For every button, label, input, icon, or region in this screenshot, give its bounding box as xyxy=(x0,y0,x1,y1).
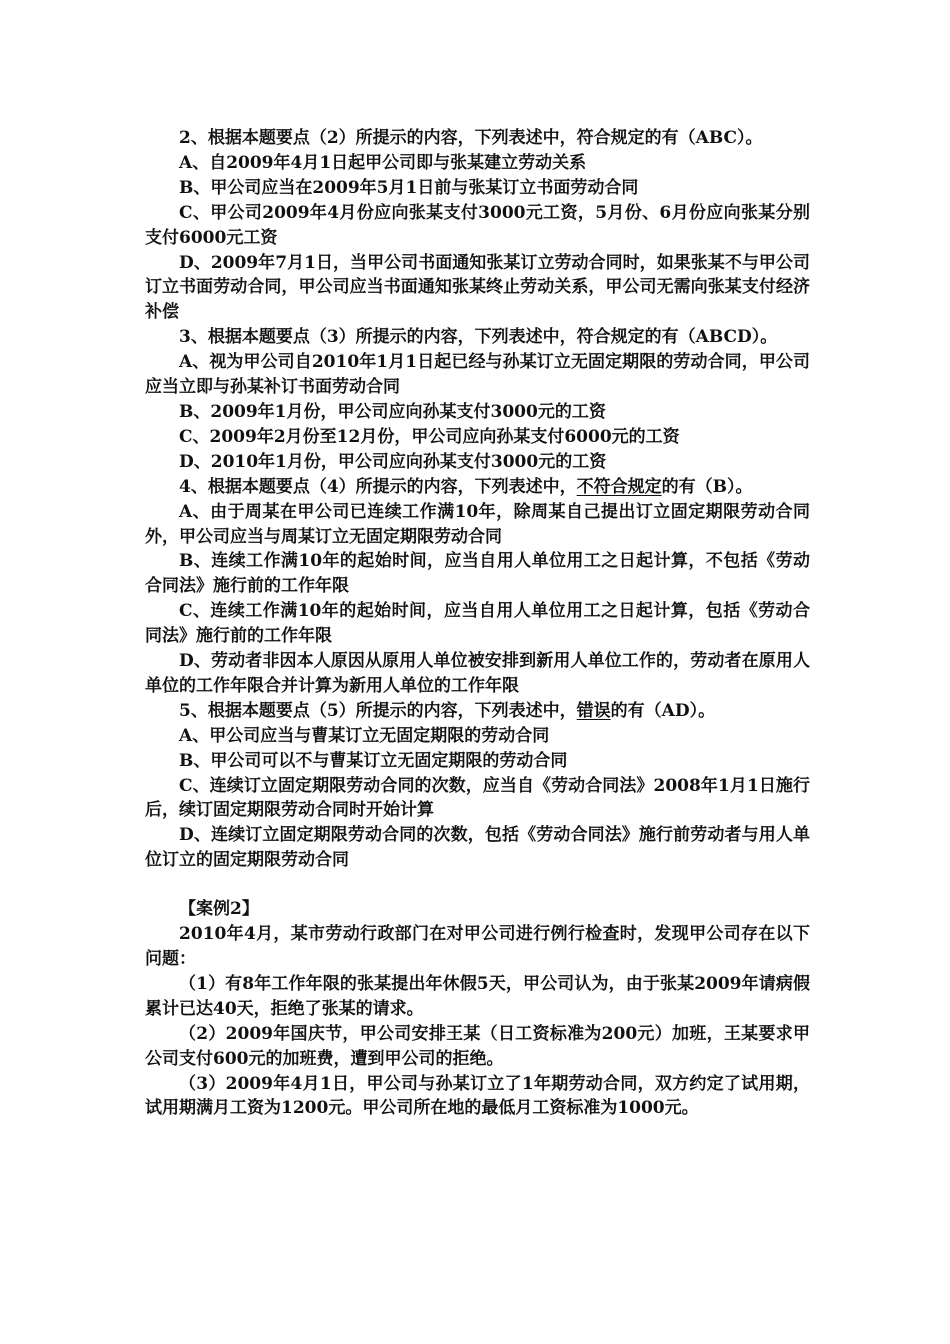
question-2-option-a: A、自2009年4月1日起甲公司即与张某建立劳动关系 xyxy=(179,152,587,173)
question-4-stem-post: 的有（B）。 xyxy=(661,476,753,497)
question-2-stem: 2、根据本题要点（2）所提示的内容，下列表述中，符合规定的有（ABC）。 xyxy=(179,128,763,148)
question-4-option-b: B、连续工作满10年的起始时间，应当自用人单位用工之日起计算，不包括《劳动合同法》施行前的工作年限 xyxy=(145,551,810,597)
question-4-option-d: D、劳动者非因本人原因从原用人单位被安排到新用人单位工作的，劳动者在原用人单位的工作年限合并计算为新用人单位的工作年限 xyxy=(145,651,810,696)
case-2-intro: 2010年4月，某市劳动行政部门在对甲公司进行例行检查时，发现甲公司存在以下问题： xyxy=(145,924,810,969)
question-3-option-b: B、2009年1月份，甲公司应向孙某支付3000元的工资 xyxy=(179,401,606,422)
case-2-heading: 【案例2】 xyxy=(179,899,259,920)
question-5-stem-underline: 错误 xyxy=(576,700,611,721)
question-2-option-b: B、甲公司应当在2009年5月1日前与张某订立书面劳动合同 xyxy=(179,177,639,198)
question-5-option-a: A、甲公司应当与曹某订立无固定期限的劳动合同 xyxy=(179,725,550,746)
case-2-item-3: （3）2009年4月1日，甲公司与孙某订立了1年期劳动合同，双方约定了试用期，试用期满月工资为1200元。甲公司所在地的最低月工资标准为1000元。 xyxy=(145,1073,810,1119)
case-2-item-2: （2）2009年国庆节，甲公司安排王某（日工资标准为200元）加班，王某要求甲公司支付600元的加班费，遭到甲公司的拒绝。 xyxy=(145,1023,810,1069)
question-5-option-b: B、甲公司可以不与曹某订立无固定期限的劳动合同 xyxy=(179,750,568,771)
case-2-item-1: （1）有8年工作年限的张某提出年休假5天，甲公司认为，由于张某2009年请病假累计已达40天，拒绝了张某的请求。 xyxy=(145,973,810,1019)
question-5-stem xyxy=(145,699,810,724)
question-2-option-c: C、甲公司2009年4月份应向张某支付3000元工资，5月份、6月份应向张某分别支付6000元工资 xyxy=(145,202,810,248)
question-3-option-d: D、2010年1月份，甲公司应向孙某支付3000元的工资 xyxy=(179,451,607,472)
question-4-option-c: C、连续工作满10年的起始时间，应当自用人单位用工之日起计算，包括《劳动合同法》施行前的工作年限 xyxy=(145,601,810,647)
document-page xyxy=(145,126,810,1121)
question-2-option-d: D、2009年7月1日，当甲公司书面通知张某订立劳动合同时，如果张某不与甲公司订立书面劳动合同，甲公司应当书面通知张某终止劳动关系，甲公司无需向张某支付经济补偿 xyxy=(145,252,810,323)
question-4-stem-underline: 不符合规定 xyxy=(576,476,662,497)
question-5-option-c: C、连续订立固定期限劳动合同的次数，应当自《劳动合同法》2008年1月1日施行后，续订固定期限劳动合同时开始计算 xyxy=(145,775,810,821)
question-4-stem-pre: 4、根据本题要点（4）所提示的内容，下列表述中， xyxy=(179,476,577,497)
question-4-stem xyxy=(145,475,810,500)
question-3-option-c: C、2009年2月份至12月份，甲公司应向孙某支付6000元的工资 xyxy=(179,426,680,447)
question-3-stem: 3、根据本题要点（3）所提示的内容，下列表述中，符合规定的有（ABCD）。 xyxy=(179,327,778,348)
question-4-option-a: A、由于周某在甲公司已连续工作满10年，除周某自己提出订立固定期限劳动合同外，甲公司应当与周某订立无固定期限劳动合同 xyxy=(145,501,810,547)
question-5-stem-post: 的有（AD）。 xyxy=(610,700,716,721)
question-5-option-d: D、连续订立固定期限劳动合同的次数，包括《劳动合同法》施行前劳动者与用人单位订立的固定期限劳动合同 xyxy=(145,825,810,871)
section-spacer xyxy=(145,873,810,897)
question-5-stem-pre: 5、根据本题要点（5）所提示的内容，下列表述中， xyxy=(179,700,577,721)
question-3-option-a: A、视为甲公司自2010年1月1日起已经与孙某订立无固定期限的劳动合同，甲公司应当立即与孙某补订书面劳动合同 xyxy=(145,352,810,398)
